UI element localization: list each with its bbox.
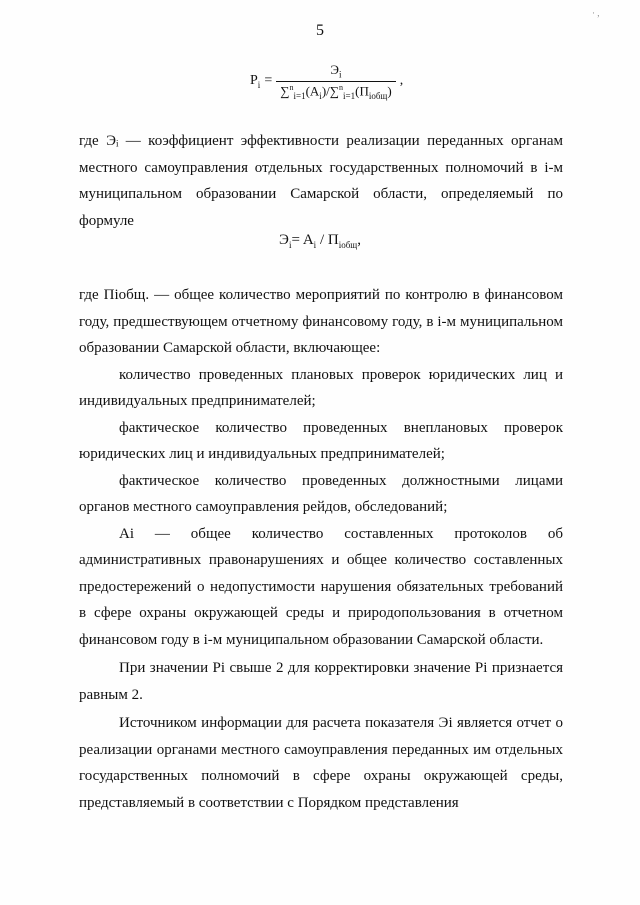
paragraph-7: При значении Pi свыше 2 для корректировки значение Pi признается равным 2.	[79, 660, 563, 703]
paragraph-8: Источником информации для расчета показателя Эi является отчет о реализации органами местного самоуправления переданных им отдельных государственных полномочий в сфере охраны окружающей среды, представляемый в соответствии с Порядком представления	[79, 715, 563, 811]
body-text	[79, 282, 563, 816]
paragraph-definition-e	[79, 128, 563, 234]
formula-p-numerator: $Э_i$	[330, 62, 342, 80]
paragraph-5: фактическое количество проведенных должностными лицами органов местного самоуправления рейдов, обследований;	[79, 472, 563, 515]
paragraph-1: где Эᵢ — коэффициент эффективности реализации переданных органам местного самоуправления отдельных государственных полномочий в i-м муниципальном образовании Самарской области, определяемый по формуле	[79, 133, 563, 229]
paragraph-3: количество проведенных плановых проверок юридических лиц и индивидуальных предпринимателей;	[79, 366, 563, 409]
formula-e: $Э_i= A_i / П_{іобщ}$,	[279, 232, 361, 250]
paragraph-6: Ai — общее количество составленных протоколов об административных правонарушениях и общее количество составленных предостережений о недопустимости нарушения обязательных требований в сфере охраны окружающей среды и природопользования в отчетном финансовом году в i-м муниципальном образовании Самарской области.	[79, 525, 563, 648]
paragraph-4: фактическое количество проведенных внеплановых проверок юридических лиц и индивидуальных предпринимателей;	[79, 419, 563, 462]
formula-p: $P_i$ = $\frac{Э_i}{\sum^n_{i=1}(A_i)/\sum^n_{i=1}(П_{іобщ})}$ ,	[250, 62, 404, 101]
formula-p-lhs: $P_i$	[250, 72, 261, 90]
formula-p-denominator: $\sum^n_{i=1}(A_i)/\sum^n_{i=1}(П_{іобщ})$	[276, 81, 395, 101]
scan-mark: · ,	[592, 8, 600, 18]
page-number: 5	[316, 22, 324, 39]
paragraph-2: где Пiобщ. — общее количество мероприятий по контролю в финансовом году, предшествующем отчетному финансовому году, в i-м муниципальном образовании Самарской области, включающее:	[79, 287, 563, 356]
formula-p-fraction	[276, 62, 395, 101]
